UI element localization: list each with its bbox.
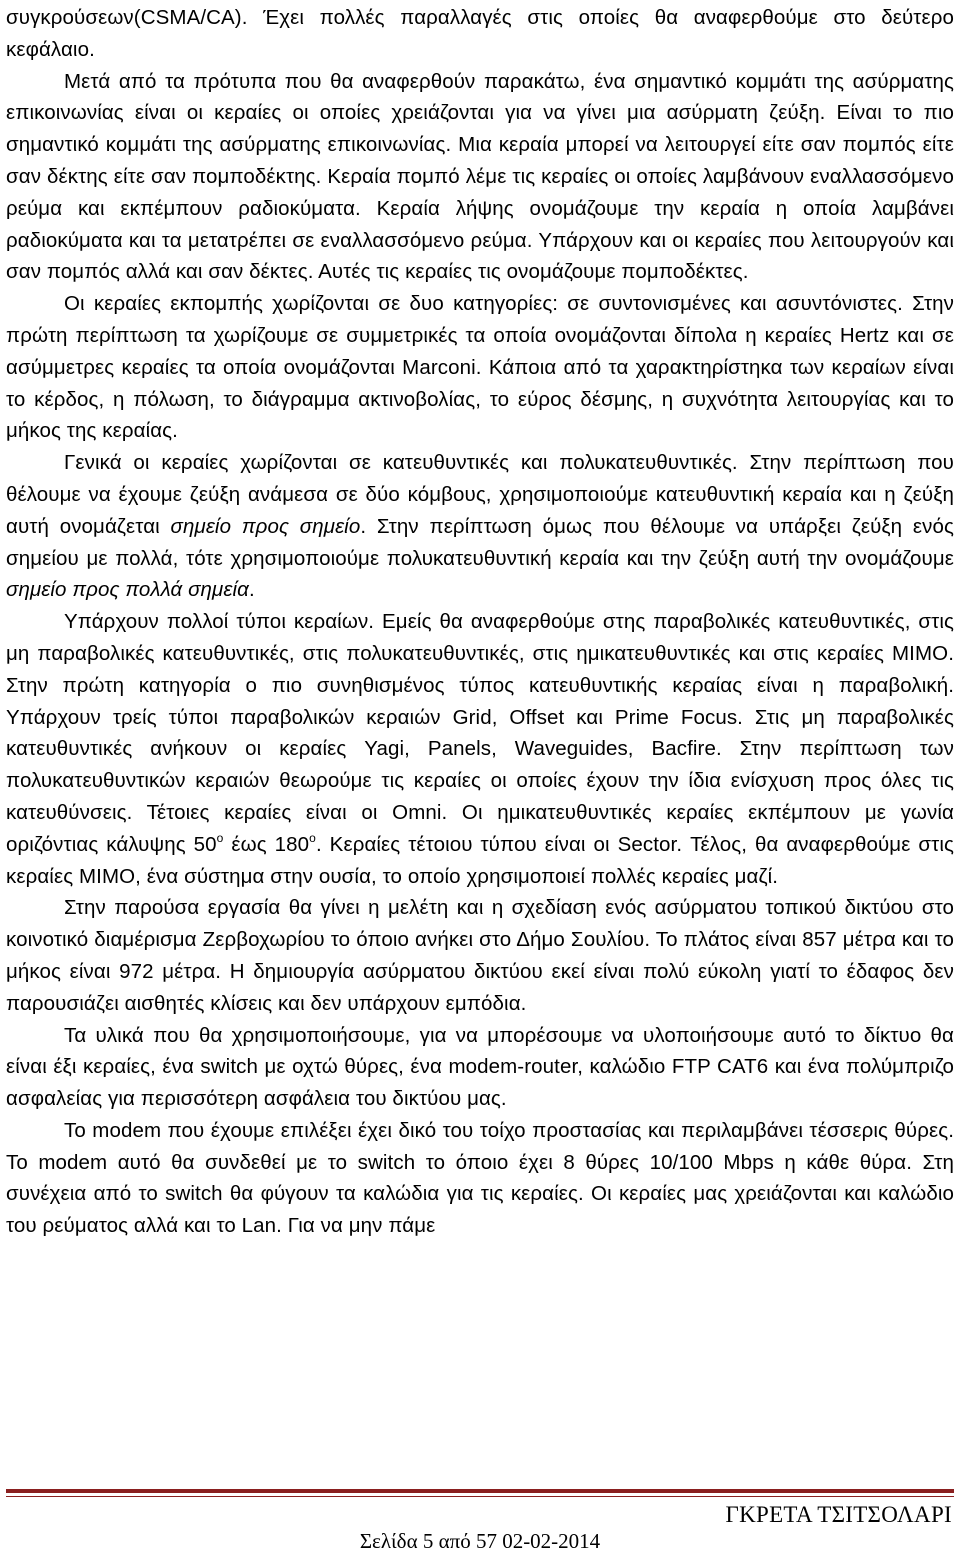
footer-author: ΓΚΡΕΤΑ ΤΣΙΤΣΟΛΑΡΙ xyxy=(725,1502,952,1527)
degree-superscript-2: ο xyxy=(309,830,316,845)
paragraph-5 xyxy=(6,606,954,892)
paragraph-4-text-b: . Στην περίπτωση όμως που θέλουμε να υπάρξει ζεύξη ενός σημείου με πολλά, τότε χρησιμοποιούμε πολυκατευθυντική κεραία και την ζεύξη αυτή την ονομάζουμε xyxy=(6,514,954,570)
paragraph-4-text-c: . xyxy=(248,578,255,602)
paragraph-4-text-a: Γενικά οι κεραίες χωρίζονται σε κατευθυντικές και πολυκατευθυντικές. Στην περίπτωση που θέλουμε να έχουμε ζεύξη ανάμεσα σε δύο κόμβους, χρησιμοποιούμε κατευθυντική κεραία και η ζεύξη αυτή ονομάζεται xyxy=(6,451,954,538)
footer-rule-thick xyxy=(6,1489,954,1493)
paragraph-2: Μετά από τα πρότυπα που θα αναφερθούν παρακάτω, ένα σημαντικό κομμάτι της ασύρματης επικοινωνίας είναι οι κεραίες οι οποίες χρειάζονται για να γίνει μια ασύρματη ζεύξη. Είναι το πιο σημαντικό κομμάτι της ασύρματης επικοινωνίας. Μια κεραία μπορεί να λειτουργεί είτε σαν πομπός είτε σαν δέκτης είτε σαν πομποδέκτης. Κεραία πομπό λέμε τις κεραίες οι οποίες λαμβάνουν εναλλασσόμενο ρεύμα και εκπέμπουν ραδιοκύματα. Κεραία λήψης ονομάζουμε την κεραία η οποία λαμβάνει ραδιοκύματα και τα μετατρέπει σε εναλλασσόμενο ρεύμα. Υπάρχουν και οι κεραίες που λειτουργούν και σαν πομπός αλλά και σαν δέκτες. Αυτές τις κεραίες τις ονομάζουμε πομποδέκτες. xyxy=(6,69,954,284)
paragraph-3: Οι κεραίες εκπομπής χωρίζονται σε δυο κατηγορίες: σε συντονισμένες και ασυντόνιστες. Στην πρώτη περίπτωση τα χωρίζουμε σε συμμετρικές τα οποία ονομάζονται δίπολα η κεραίες Hertz και σε ασύμμετρες κεραίες τα οποία ονομάζονται Marconi. Κάποια από τα χαρακτηρίστηκα των κεραίων είναι το κέρδος, η πόλωση, το διάγραμμα ακτινοβολίας, το εύρος δέσμης, η συχνότητα λειτουργίας και το μήκος της κεραίας. xyxy=(6,292,954,443)
degree-superscript-1: ο xyxy=(216,830,224,845)
paragraph-5-text-a: Υπάρχουν πολλοί τύποι κεραίων. Εμείς θα αναφερθούμε στης παραβολικές κατευθυντικές, στις μη παραβολικές κατευθυντικές, στις πολυκατευθυντικές, στις ημικατευθυντικές και στις κεραίες MIMO. Στην πρώτη κατηγορία ο πιο συνηθισμένος τύπος κατευθυντικής κεραίας είναι η παραβολική. Υπάρχουν τρείς τύποι παραβολικών κεραιών Grid, Offset και Prime Focus. Στις μη παραβολικές κατευθυντικές ανήκουν οι κεραίες Yagi, Panels, Waveguides, Bacfire. Στην περίπτωση των πολυκατευθυντικών κεραιών θεωρούμε τις κεραίες οι οποίες έχουν την ίδια ενίσχυση προς όλες τις κατευθύνσεις. Τέτοιες κεραίες είναι οι Omni. Οι ημικατευθυντικές κεραίες εκπέμπουν με γωνία οριζόντιας κάλυψης 50 xyxy=(6,610,954,856)
paragraph-6: Στην παρούσα εργασία θα γίνει η μελέτη και η σχεδίαση ενός ασύρματου τοπικού δικτύου στο κοινοτικό διαμέρισμα Ζερβοχωρίου το όποιο ανήκει στο Δήμο Σουλίου. Το πλάτος είναι 857 μέτρα και το μήκος είναι 972 μέτρα. Η δημιουργία ασύρματου δικτύου εκεί είναι πολύ εύκολη γιατί το έδαφος δεν παρουσιάζει αισθητές κλίσεις και δεν υπάρχουν εμπόδια. xyxy=(6,896,954,1015)
paragraph-4 xyxy=(6,447,954,606)
body-text xyxy=(6,2,954,1242)
paragraph-7: Τα υλικά που θα χρησιμοποιήσουμε, για να μπορέσουμε να υλοποιήσουμε αυτό το δίκτυο θα είναι έξι κεραίες, ένα switch με οχτώ θύρες, ένα modem-router, καλώδιο FTP CAT6 και ένα πολύμπριζο ασφαλείας για περισσότερη ασφάλεια του δικτύου μας. xyxy=(6,1023,954,1111)
paragraph-5-text-b: έως 180 xyxy=(223,832,310,856)
paragraph-1: συγκρούσεων(CSMA/CA). Έχει πολλές παραλλαγές στις οποίες θα αναφερθούμε στο δεύτερο κεφάλαιο. xyxy=(6,6,954,61)
emphasis-point-to-multipoint: σημείο προς πολλά σημεία xyxy=(6,578,249,602)
paragraph-5-text-c: . Κεραίες τέτοιου τύπου είναι οι Sector. Τέλος, θα αναφερθούμε στις κεραίες MIMO, ένα σύστημα στην ουσία, το οποίο χρησιμοποιεί πολλές κεραίες μαζί. xyxy=(6,832,954,888)
emphasis-point-to-point: σημείο προς σημείο xyxy=(170,514,361,538)
footer-rule-thin xyxy=(6,1496,954,1497)
footer-page-info: Σελίδα 5 από 57 02-02-2014 xyxy=(359,1529,601,1553)
paragraph-8: Το modem που έχουμε επιλέξει έχει δικό του τοίχο προστασίας και περιλαμβάνει τέσσερις θύρες. Το modem αυτό θα συνδεθεί με το switch το όποιο έχει 8 θύρες 10/100 Mbps η κάθε θύρα. Στη συνέχεια από το switch θα φύγουν τα καλώδια για τις κεραίες. Οι κεραίες μας χρειάζονται και καλώδιο του ρεύματος αλλά και το Lan. Για να μην πάμε xyxy=(6,1118,954,1238)
